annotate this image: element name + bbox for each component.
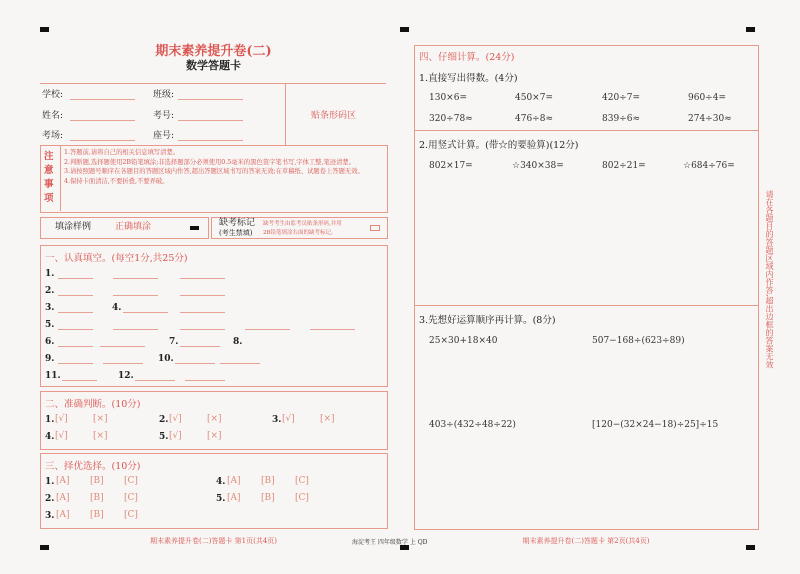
- q-label: 9.: [45, 354, 55, 364]
- option-c-bubble[interactable]: [C]: [124, 510, 138, 520]
- q-label: 8.: [233, 337, 243, 347]
- fill-example-correct: 正确填涂: [115, 222, 152, 232]
- school-label: 学校:: [42, 90, 64, 100]
- section-2-title: 二、准确判断。(10分): [45, 399, 141, 410]
- answer-blank[interactable]: [100, 346, 145, 347]
- option-b-bubble[interactable]: [B]: [90, 493, 104, 503]
- calc-item: 25×30+18×40: [429, 336, 498, 346]
- school-field[interactable]: [70, 99, 135, 100]
- answer-blank[interactable]: [175, 363, 215, 364]
- answer-blank[interactable]: [58, 346, 93, 347]
- right-page-footer: 期末素养提升卷(二)答题卡 第2页(共4页): [522, 537, 650, 545]
- section-4-title: 四、仔细计算。(24分): [419, 52, 515, 63]
- option-b-bubble[interactable]: [B]: [261, 476, 275, 486]
- q-label: 5.: [45, 320, 55, 330]
- notice-item: 4.保持卡面清洁,不要折叠,不要弄破。: [64, 177, 169, 185]
- exam-no-field[interactable]: [178, 120, 243, 121]
- answer-blank[interactable]: [185, 380, 225, 381]
- option-a-bubble[interactable]: [A]: [56, 510, 70, 520]
- calc-item: 476÷8≈: [515, 114, 553, 124]
- q-label: 1.: [45, 415, 55, 425]
- answer-blank[interactable]: [310, 329, 355, 330]
- answer-blank[interactable]: [180, 295, 225, 296]
- option-a-bubble[interactable]: [A]: [56, 493, 70, 503]
- check-bubble[interactable]: [√]: [55, 414, 68, 424]
- class-field[interactable]: [178, 99, 243, 100]
- room-label: 考场:: [42, 131, 64, 141]
- q2-title: 2.用竖式计算。(带☆的要验算)(12分): [419, 140, 579, 151]
- calc-item: 839÷6≈: [602, 114, 640, 124]
- calc-item: 403÷(432÷48÷22): [429, 420, 516, 430]
- name-field[interactable]: [70, 120, 135, 121]
- cross-bubble[interactable]: [×]: [320, 414, 335, 424]
- calc-item: 450×7=: [515, 93, 553, 103]
- calc-item: 130×6=: [429, 93, 467, 103]
- fill-example-label: 填涂样例: [55, 222, 92, 232]
- sheet-subtitle: 数学答题卡: [186, 59, 241, 72]
- answer-blank[interactable]: [180, 278, 225, 279]
- q-label: 2.: [159, 415, 169, 425]
- notice-item: 3.请按照题号顺序在各题目的答题区域内作答,超出答题区域书写的答案无效;在草稿纸、试题卷上答题无效。: [64, 168, 364, 175]
- calc-item: ☆684÷76=: [683, 161, 735, 171]
- answer-blank[interactable]: [180, 329, 225, 330]
- answer-blank[interactable]: [113, 278, 158, 279]
- option-c-bubble[interactable]: [C]: [124, 476, 138, 486]
- barcode-label: 贴条形码区: [311, 111, 357, 121]
- option-b-bubble[interactable]: [B]: [261, 493, 275, 503]
- class-label: 班级:: [153, 90, 175, 100]
- divider: [414, 130, 758, 131]
- notice-items: [64, 148, 382, 186]
- answer-blank[interactable]: [103, 363, 143, 364]
- cross-bubble[interactable]: [×]: [93, 431, 108, 441]
- check-bubble[interactable]: [√]: [55, 431, 68, 441]
- calc-item: ☆340×38=: [512, 161, 564, 171]
- q-label: 3.: [272, 415, 282, 425]
- answer-blank[interactable]: [123, 312, 168, 313]
- seat-label: 座号:: [153, 131, 175, 141]
- cross-bubble[interactable]: [×]: [207, 414, 222, 424]
- option-c-bubble[interactable]: [C]: [295, 493, 309, 503]
- answer-blank[interactable]: [135, 380, 175, 381]
- answer-blank[interactable]: [245, 329, 290, 330]
- calc-item: 420÷7=: [602, 93, 640, 103]
- name-label: 姓名:: [42, 111, 64, 121]
- calc-item: 274÷30≈: [688, 114, 732, 124]
- timing-mark: [40, 27, 49, 32]
- check-bubble[interactable]: [√]: [169, 431, 182, 441]
- answer-blank[interactable]: [180, 312, 225, 313]
- notice-item: 2.判断题,选择题使用2B铅笔填涂;非选择题部分必须使用0.5毫米的黑色签字笔书写,字体工整,笔迹清楚。: [64, 158, 355, 166]
- cross-bubble[interactable]: [×]: [207, 431, 222, 441]
- filled-bubble-sample: [190, 226, 199, 230]
- check-bubble[interactable]: [√]: [169, 414, 182, 424]
- publisher-footer: 海淀考王 四年级数学 上 QD: [352, 539, 428, 546]
- answer-blank[interactable]: [62, 380, 97, 381]
- q-label: 4.: [45, 432, 55, 442]
- answer-blank[interactable]: [58, 278, 93, 279]
- absent-desc-1: 缺考考生由监考员贴条形码,并用: [263, 221, 342, 227]
- q-label: 4.: [216, 477, 226, 487]
- absent-label: 缺考标记: [219, 218, 256, 228]
- answer-blank[interactable]: [58, 363, 93, 364]
- q-label: 2.: [45, 286, 55, 296]
- calc-item: 802×17=: [429, 161, 473, 171]
- q-label: 4.: [112, 303, 122, 313]
- option-a-bubble[interactable]: [A]: [227, 493, 241, 503]
- sheet-title: 期末素养提升卷(二): [155, 44, 272, 59]
- left-page-footer: 期末素养提升卷(二)答题卡 第1页(共4页): [149, 537, 278, 545]
- q-label: 5.: [216, 494, 226, 504]
- section-3-title: 三、择优选择。(10分): [45, 461, 141, 472]
- absent-sub: (考生禁填): [219, 229, 253, 237]
- divider: [414, 305, 758, 306]
- check-bubble[interactable]: [√]: [282, 414, 295, 424]
- q-label: 3.: [45, 511, 55, 521]
- notice-item: 1.答题前,请将自己的相关信息填写清楚。: [64, 149, 180, 156]
- answer-blank[interactable]: [113, 295, 158, 296]
- absent-desc-2: 2B铅笔填涂右面的缺考标记。: [263, 230, 337, 236]
- q-label: 6.: [45, 337, 55, 347]
- side-note: 请在各题目的答题区域内作答,超出边框的答案无效: [765, 190, 774, 369]
- option-b-bubble[interactable]: [B]: [90, 476, 104, 486]
- q1-title: 1.直接写出得数。(4分): [419, 73, 518, 84]
- timing-mark: [746, 27, 755, 32]
- calc-item: 802÷21=: [602, 161, 646, 171]
- answer-blank[interactable]: [113, 329, 158, 330]
- answer-blank[interactable]: [220, 363, 260, 364]
- q-label: 3.: [45, 303, 55, 313]
- option-a-bubble[interactable]: [A]: [56, 476, 70, 486]
- calc-item: 507−168÷(623÷89): [592, 336, 685, 346]
- option-c-bubble[interactable]: [C]: [295, 476, 309, 486]
- section-fill-in: [40, 245, 388, 387]
- calc-item: [120−(32×24−18)÷25]÷15: [592, 420, 719, 430]
- exam-no-label: 考号:: [153, 111, 175, 121]
- q-label: 12.: [118, 371, 134, 381]
- seat-field[interactable]: [178, 140, 243, 141]
- q-label: 2.: [45, 494, 55, 504]
- answer-blank[interactable]: [58, 295, 93, 296]
- room-field[interactable]: [70, 140, 135, 141]
- q-label: 1.: [45, 477, 55, 487]
- absent-bubble[interactable]: [370, 225, 380, 231]
- q-label: 7.: [169, 337, 179, 347]
- q-label: 11.: [45, 371, 61, 381]
- answer-blank[interactable]: [180, 346, 220, 347]
- q-label: 5.: [159, 432, 169, 442]
- q3-title: 3.先想好运算顺序再计算。(8分): [419, 315, 556, 326]
- calc-item: 960÷4=: [688, 93, 726, 103]
- calc-item: 320÷78≈: [429, 114, 473, 124]
- answer-blank[interactable]: [58, 329, 93, 330]
- timing-mark: [400, 27, 409, 32]
- option-a-bubble[interactable]: [A]: [227, 476, 241, 486]
- section-1-title: 一、认真填空。(每空1分,共25分): [45, 253, 188, 264]
- answer-blank[interactable]: [58, 312, 93, 313]
- option-b-bubble[interactable]: [B]: [90, 510, 104, 520]
- cross-bubble[interactable]: [×]: [93, 414, 108, 424]
- option-c-bubble[interactable]: [C]: [124, 493, 138, 503]
- q-label: 10.: [158, 354, 174, 364]
- q-label: 1.: [45, 269, 55, 279]
- notice-title: 注 意 事 项: [44, 151, 54, 204]
